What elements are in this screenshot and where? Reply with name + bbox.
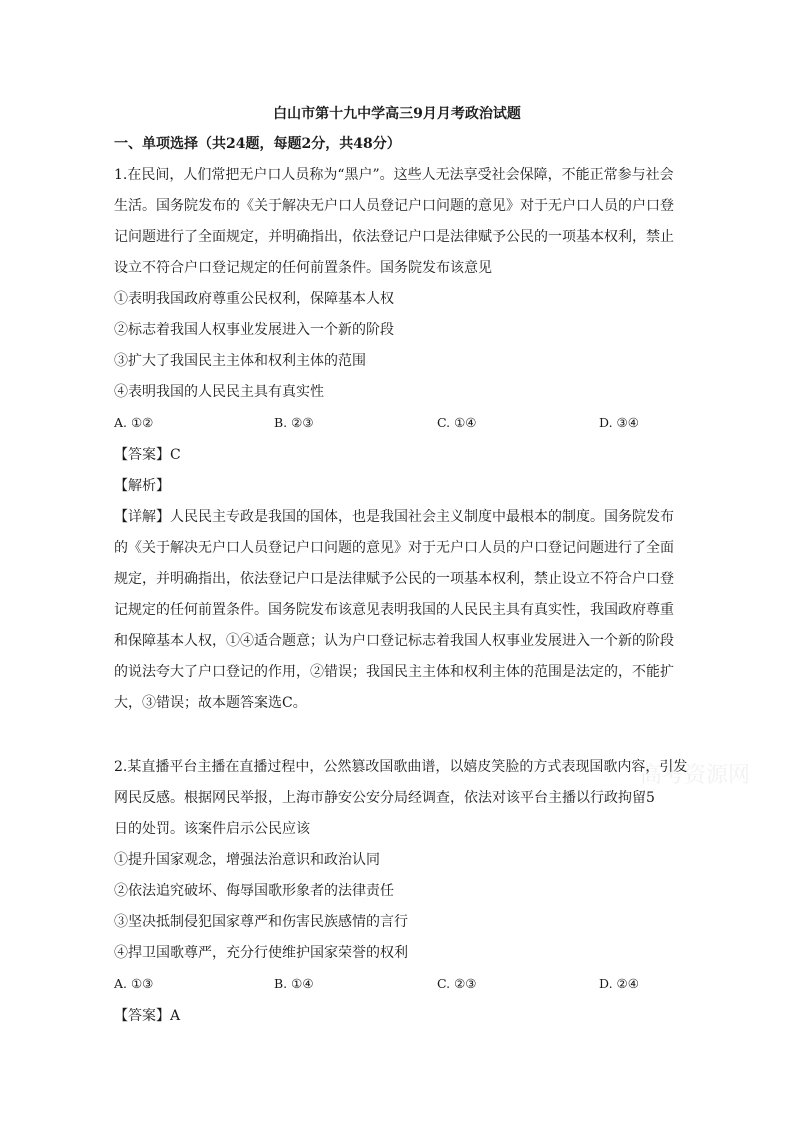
q2-statement: ③坚决抵制侵犯国家尊严和伤害民族感情的言行 (114, 914, 408, 930)
q1-statement: ④表明我国的人民民主具有真实性 (114, 384, 324, 400)
q2-answer: 【答案】A (114, 1008, 181, 1024)
q1-stem-line: 设立不符合户口登记规定的任何前置条件。国务院发布该意见 (114, 260, 492, 276)
q1-option-d: D. ③④ (599, 415, 639, 430)
q1-stem-line: 1.在民间，人们常把无户口人员称为“黑户”。这些人无法享受社会保障，不能正常参与社会 (114, 167, 674, 183)
q1-statement: ②标志着我国人权事业发展进入一个新的阶段 (114, 322, 394, 338)
section-heading: 一、单项选择（共24题，每题2分，共48分） (114, 136, 401, 152)
q2-statement: ④捍卫国歌尊严，充分行使维护国家荣誉的权利 (114, 945, 408, 961)
q1-option-a: A. ①② (114, 415, 154, 430)
q2-option-a: A. ①③ (114, 976, 154, 991)
q2-option-b: B. ①④ (274, 976, 314, 991)
q2-stem-line: 日的处罚。该案件启示公民应该 (114, 821, 310, 837)
q1-statement: ①表明我国政府尊重公民权利，保障基本人权 (114, 291, 394, 307)
q1-detail-line: 记规定的任何前置条件。国务院发布该意见表明我国的人民民主具有真实性，我国政府尊重 (114, 602, 674, 618)
q1-analysis-label: 【解析】 (114, 478, 170, 494)
q1-stem-line: 生活。国务院发布的《关于解决无户口人员登记户口问题的意见》对于无户口人员的户口登 (114, 198, 674, 214)
page-title: 白山市第十九中学高三9月月考政治试题 (273, 106, 521, 122)
q2-option-d: D. ②④ (599, 976, 639, 991)
q1-option-c: C. ①④ (437, 415, 477, 430)
watermark: 高考资源网 (640, 763, 751, 788)
q2-stem-line: 2.某直播平台主播在直播过程中，公然篡改国歌曲谱，以嬉皮笑脸的方式表现国歌内容，引发 (114, 759, 688, 775)
q1-detail-line: 和保障基本人权，①④适合题意；认为户口登记标志着我国人权事业发展进入一个新的阶段 (114, 633, 674, 649)
q2-statement: ①提升国家观念，增强法治意识和政治认同 (114, 852, 380, 868)
q1-detail-line: 的说法夸大了户口登记的作用，②错误；我国民主主体和权利主体的范围是法定的，不能扩 (114, 664, 674, 680)
q1-detail-line: 大，③错误；故本题答案选C。 (114, 695, 307, 711)
q1-detail-line: 规定，并明确指出，依法登记户口是法律赋予公民的一项基本权利，禁止设立不符合户口登 (114, 571, 674, 587)
q1-detail-line: 的《关于解决无户口人员登记户口问题的意见》对于无户口人员的户口登记问题进行了全面 (114, 540, 674, 556)
q1-stem-line: 记问题进行了全面规定，并明确指出，依法登记户口是法律赋予公民的一项基本权利，禁止 (114, 229, 674, 245)
q2-statement: ②依法追究破坏、侮辱国歌形象者的法律责任 (114, 883, 394, 899)
q1-detail-line: 【详解】人民民主专政是我国的国体，也是我国社会主义制度中最根本的制度。国务院发布 (114, 509, 674, 525)
q1-answer: 【答案】C (114, 447, 181, 463)
q2-option-c: C. ②③ (437, 976, 477, 991)
q2-stem-line: 网民反感。根据网民举报，上海市静安公安分局经调查，依法对该平台主播以行政拘留5 (114, 790, 655, 806)
q1-option-b: B. ②③ (274, 415, 314, 430)
q1-statement: ③扩大了我国民主主体和权利主体的范围 (114, 353, 366, 369)
